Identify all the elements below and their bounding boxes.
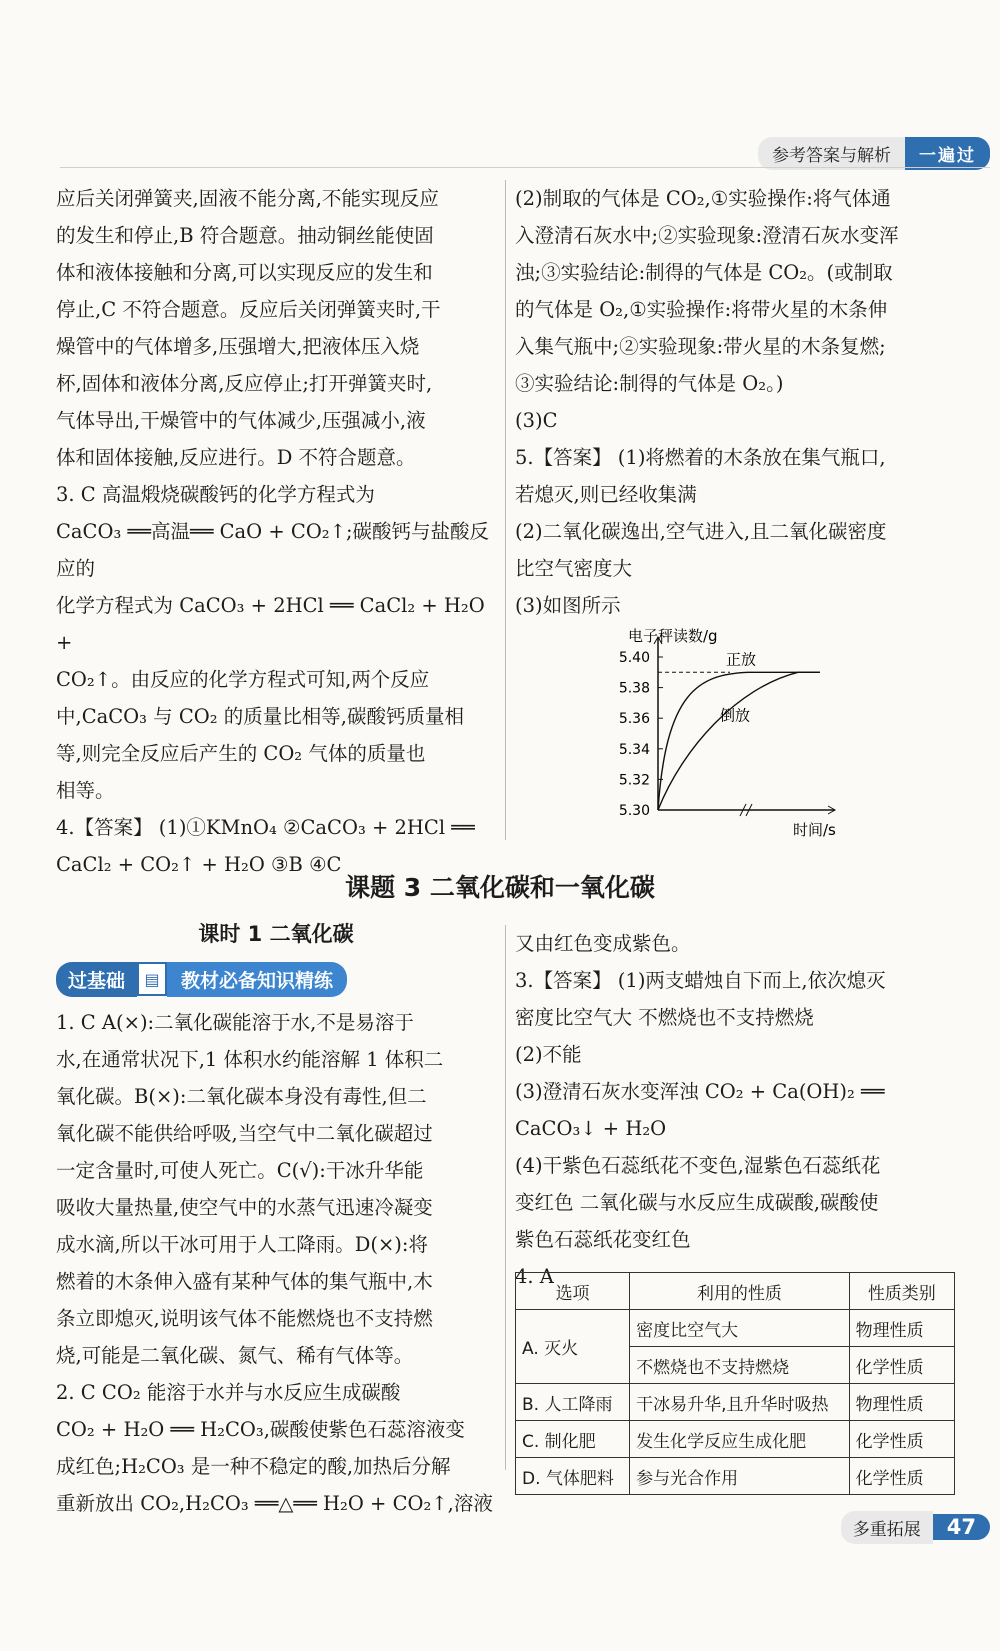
text-line: 吸收大量热量,使空气中的水蒸气迅速冷凝变 bbox=[56, 1196, 433, 1219]
text-line: (4)干紫色石蕊纸花不变色,湿紫色石蕊纸花 bbox=[515, 1154, 881, 1177]
table-row bbox=[516, 1421, 955, 1458]
y-axis-label: 电子秤读数/g bbox=[628, 627, 718, 645]
table-row bbox=[516, 1310, 955, 1347]
text-line: (3)如图所示 bbox=[515, 594, 621, 617]
text-line: 若熄灭,则已经收集满 bbox=[515, 483, 697, 506]
table-cell: 化学性质 bbox=[849, 1458, 954, 1495]
text-line: 氧化碳。B(×):二氧化碳本身没有毒性,但二 bbox=[56, 1085, 427, 1108]
y-tick-label: 5.40 bbox=[618, 650, 650, 666]
header-rule bbox=[60, 167, 990, 168]
column-divider-bottom bbox=[505, 925, 506, 1470]
text-line: 的发生和停止,B 符合题意。抽动铜丝能使固 bbox=[56, 224, 434, 247]
text-line: 相等。 bbox=[56, 779, 115, 802]
text-line: (3)C bbox=[515, 409, 558, 432]
series-label: 正放 bbox=[726, 650, 757, 669]
table-cell: 不燃烧也不支持燃烧 bbox=[630, 1347, 850, 1384]
text-line: CaCl₂ + CO₂↑ + H₂O ③B ④C bbox=[56, 853, 342, 876]
y-tick-label: 5.32 bbox=[618, 772, 650, 789]
y-tick-label: 5.30 bbox=[618, 803, 650, 819]
header-tab bbox=[758, 138, 990, 168]
table-cell: B. 人工降雨 bbox=[516, 1384, 630, 1421]
table-cell: 化学性质 bbox=[849, 1347, 954, 1384]
text-line: ③实验结论:制得的气体是 O₂。) bbox=[515, 372, 784, 395]
footer-tab bbox=[841, 1512, 990, 1542]
right-column-bottom bbox=[515, 925, 955, 1295]
text-line: 一定含量时,可使人死亡。C(√):干冰升华能 bbox=[56, 1159, 424, 1182]
table-cell: 干冰易升华,且升华时吸热 bbox=[630, 1384, 850, 1421]
text-line: 成红色;H₂CO₃ 是一种不稳定的酸,加热后分解 bbox=[56, 1455, 451, 1478]
right-column-top bbox=[515, 180, 955, 624]
text-line: 入集气瓶中;②实验现象:带火星的木条复燃; bbox=[515, 335, 886, 358]
text-line: 燥管中的气体增多,压强增大,把液体压入烧 bbox=[56, 335, 420, 358]
text-line: CO₂↑。由反应的化学方程式可知,两个反应 bbox=[56, 668, 430, 691]
table-cell: 化学性质 bbox=[849, 1421, 954, 1458]
text-line: 3.【答案】 (1)两支蜡烛自下而上,依次熄灭 bbox=[515, 969, 886, 992]
text-line: 浊;③实验结论:制得的气体是 CO₂。(或制取 bbox=[515, 261, 893, 284]
column-divider-top bbox=[505, 180, 506, 840]
period-title: 课时 1 二氧化碳 bbox=[198, 922, 354, 946]
text-line: 密度比空气大 不燃烧也不支持燃烧 bbox=[515, 1006, 814, 1029]
text-line: CaCO₃↓ + H₂O bbox=[515, 1117, 667, 1140]
text-line: CaCO₃ ══高温══ CaO + CO₂↑;碳酸钙与盐酸反应的 bbox=[56, 520, 490, 580]
text-line: 成水滴,所以干冰可用于人工降雨。D(×):将 bbox=[56, 1233, 428, 1256]
answer-table bbox=[515, 1272, 955, 1495]
text-line: 变红色 二氧化碳与水反应生成碳酸,碳酸使 bbox=[515, 1191, 879, 1214]
text-line: 应后关闭弹簧夹,固液不能分离,不能实现反应 bbox=[56, 187, 439, 210]
text-line: 等,则完全反应后产生的 CO₂ 气体的质量也 bbox=[56, 742, 426, 765]
section-label: 参考答案与解析 bbox=[758, 137, 905, 170]
text-line: 条立即熄灭,说明该气体不能燃烧也不支持燃 bbox=[56, 1307, 433, 1330]
text-line: 停止,C 不符合题意。反应后关闭弹簧夹时,干 bbox=[56, 298, 441, 321]
table-cell: 密度比空气大 bbox=[630, 1310, 850, 1347]
text-line: 化学方程式为 CaCO₃ + 2HCl ══ CaCl₂ + H₂O + bbox=[56, 594, 485, 654]
table-cell: 参与光合作用 bbox=[630, 1458, 850, 1495]
page-number: 47 bbox=[933, 1514, 990, 1540]
section-banner bbox=[56, 962, 347, 996]
brand-label: 一遍过 bbox=[905, 137, 990, 170]
table-cell: A. 灭火 bbox=[516, 1310, 630, 1384]
text-line: CO₂ + H₂O ══ H₂CO₃,碳酸使紫色石蕊溶液变 bbox=[56, 1418, 465, 1441]
table-row bbox=[516, 1384, 955, 1421]
balance-reading-chart bbox=[600, 625, 870, 860]
text-line: 入澄清石灰水中;②实验现象:澄清石灰水变浑 bbox=[515, 224, 899, 247]
table-cell: D. 气体肥料 bbox=[516, 1458, 630, 1495]
footer-label: 多重拓展 bbox=[841, 1511, 933, 1544]
text-line: 杯,固体和液体分离,反应停止;打开弹簧夹时, bbox=[56, 372, 433, 395]
left-column-top bbox=[56, 180, 496, 883]
text-line: 2. C CO₂ 能溶于水并与水反应生成碳酸 bbox=[56, 1381, 401, 1404]
text-line: 又由红色变成紫色。 bbox=[515, 932, 691, 955]
text-line: 体和固体接触,反应进行。D 不符合题意。 bbox=[56, 446, 416, 469]
text-line: (2)二氧化碳逸出,空气进入,且二氧化碳密度 bbox=[515, 520, 887, 543]
banner-left: 过基础 bbox=[56, 962, 137, 997]
text-line: 比空气密度大 bbox=[515, 557, 633, 580]
y-tick-label: 5.34 bbox=[618, 741, 650, 758]
text-line: 3. C 高温煅烧碳酸钙的化学方程式为 bbox=[56, 483, 375, 506]
text-line: 烧,可能是二氧化碳、氮气、稀有气体等。 bbox=[56, 1344, 414, 1367]
table-header-row bbox=[516, 1273, 955, 1310]
table-header: 利用的性质 bbox=[630, 1273, 850, 1310]
table-cell: 发生化学反应生成化肥 bbox=[630, 1421, 850, 1458]
text-line: 重新放出 CO₂,H₂CO₃ ══△══ H₂O + CO₂↑,溶液 bbox=[56, 1492, 493, 1515]
x-axis-label: 时间/s bbox=[793, 821, 836, 839]
text-line: 中,CaCO₃ 与 CO₂ 的质量比相等,碳酸钙质量相 bbox=[56, 705, 464, 728]
text-line: 4. A bbox=[515, 1265, 554, 1288]
text-line: 燃着的木条伸入盛有某种气体的集气瓶中,木 bbox=[56, 1270, 433, 1293]
text-line: 氧化碳不能供给呼吸,当空气中二氧化碳超过 bbox=[56, 1122, 433, 1145]
table-header: 性质类别 bbox=[849, 1273, 954, 1310]
table-cell: C. 制化肥 bbox=[516, 1421, 630, 1458]
text-line: 水,在通常状况下,1 体积水约能溶解 1 体积二 bbox=[56, 1048, 444, 1071]
text-line: 体和液体接触和分离,可以实现反应的发生和 bbox=[56, 261, 433, 284]
text-line: (3)澄清石灰水变浑浊 CO₂ + Ca(OH)₂ ══ bbox=[515, 1080, 885, 1103]
left-column-bottom bbox=[56, 1004, 496, 1522]
text-line: 5.【答案】 (1)将燃着的木条放在集气瓶口, bbox=[515, 446, 886, 469]
notebook-icon: ▤ bbox=[137, 962, 167, 996]
table-cell: 物理性质 bbox=[849, 1310, 954, 1347]
lesson-title: 课题 3 二氧化碳和一氧化碳 bbox=[345, 873, 655, 902]
table-row bbox=[516, 1458, 955, 1495]
series-line-inverted bbox=[658, 672, 820, 810]
text-line: 1. C A(×):二氧化碳能溶于水,不是易溶于 bbox=[56, 1011, 414, 1034]
text-line: 4.【答案】 (1)①KMnO₄ ②CaCO₃ + 2HCl ══ bbox=[56, 816, 475, 839]
text-line: 的气体是 O₂,①实验操作:将带火星的木条伸 bbox=[515, 298, 888, 321]
text-line: (2)制取的气体是 CO₂,①实验操作:将气体通 bbox=[515, 187, 891, 210]
banner-right: 教材必备知识精练 bbox=[167, 962, 347, 997]
text-line: 紫色石蕊纸花变红色 bbox=[515, 1228, 691, 1251]
series-line-upright bbox=[658, 672, 820, 810]
table-header: 选项 bbox=[516, 1273, 630, 1310]
text-line: 气体导出,干燥管中的气体减少,压强减小,液 bbox=[56, 409, 426, 432]
series-label: 倒放 bbox=[720, 706, 751, 725]
y-tick-label: 5.38 bbox=[618, 680, 650, 697]
y-tick-label: 5.36 bbox=[618, 711, 650, 728]
text-line: (2)不能 bbox=[515, 1043, 582, 1066]
table-cell: 物理性质 bbox=[849, 1384, 954, 1421]
